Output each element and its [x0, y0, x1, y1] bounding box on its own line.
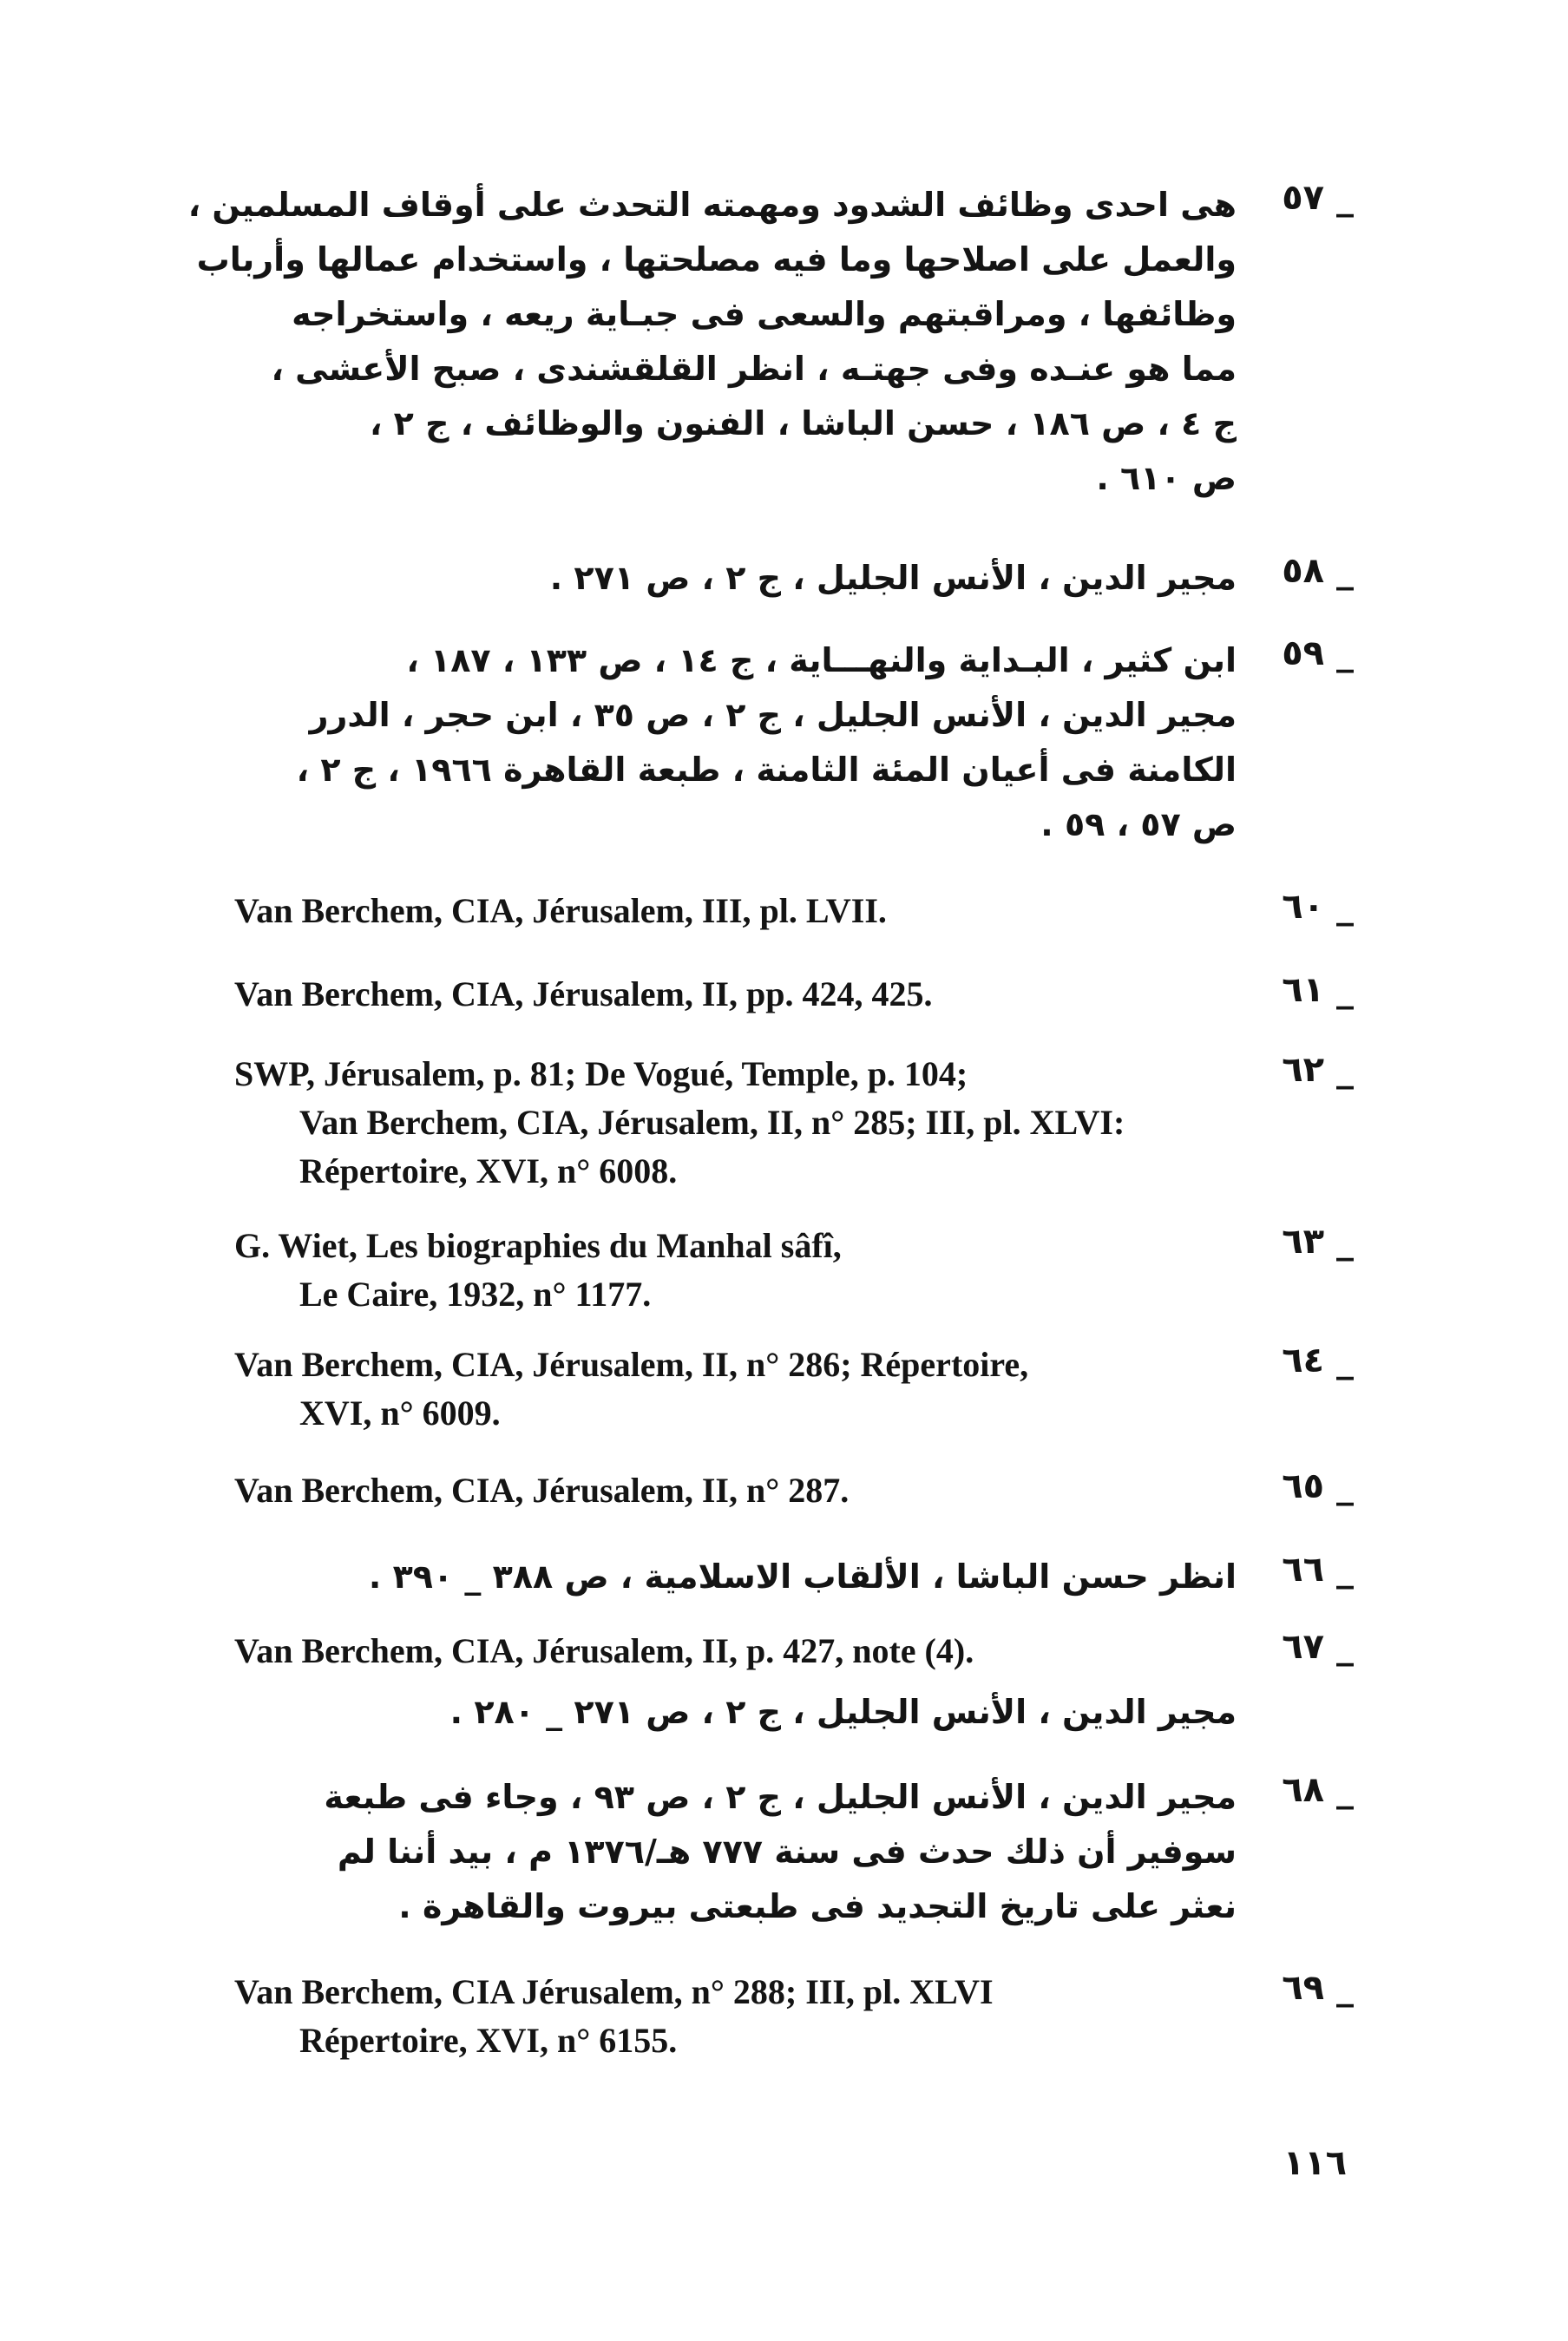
- footnote-63: [234, 1222, 1354, 1319]
- footnote-number: ٦٢ _: [1282, 1050, 1354, 1090]
- text-line: XVI, n° 6009.: [299, 1393, 501, 1433]
- footnote-text: [234, 1770, 1237, 1934]
- footnote-65: [234, 1466, 1354, 1515]
- text-line: وظائفها ، ومراقبتهم والسعى فى جبـاية ريعه ، واستخراجه: [292, 295, 1237, 333]
- footnote-text: [234, 1050, 1241, 1196]
- text-line: نعثر على تاريخ التجديد فى طبعتى بيروت والقاهرة .: [398, 1887, 1237, 1925]
- text-line: ابن كثير ، البـداية والنهـــاية ، ج ١٤ ، ص ١٣٣ ، ١٨٧ ،: [406, 641, 1237, 679]
- text-line: مما هو عنـده وفى جهتـه ، انظر القلقشندى ، صبح الأعشى ،: [271, 350, 1237, 388]
- footnote-text: [234, 1222, 1241, 1319]
- footnote-69: [234, 1968, 1354, 2065]
- text-line: ج ٤ ، ص ١٨٦ ، حسن الباشا ، الفنون والوظائف ، ج ٢ ،: [369, 404, 1237, 443]
- footnote-67: [234, 1627, 1354, 1675]
- footnote-number: ٦٧ _: [1282, 1627, 1354, 1667]
- text-line: Van Berchem, CIA, Jérusalem, II, n° 285; III, pl. XLVI:: [299, 1103, 1125, 1142]
- footnote-number: ٦٨ _: [1282, 1770, 1354, 1810]
- footnote-number: ٦٩ _: [1282, 1968, 1354, 2008]
- footnote-text: [234, 1685, 1237, 1740]
- text-line: Van Berchem, CIA, Jérusalem, II, n° 287.: [234, 1471, 850, 1510]
- footnote-62: [234, 1050, 1354, 1196]
- footnote-text: [234, 970, 1241, 1019]
- footnote-text: [234, 1550, 1237, 1604]
- text-line: والعمل على اصلاحها وما فيه مصلحتها ، واستخدام عمالها وأرباب: [196, 240, 1237, 279]
- text-line: مجير الدين ، الأنس الجليل ، ج ٢ ، ص ٩٣ ، وجاء فى طبعة: [324, 1778, 1237, 1816]
- text-line: Van Berchem, CIA, Jérusalem, II, p. 427, note (4).: [234, 1631, 974, 1670]
- text-line: Van Berchem, CIA Jérusalem, n° 288; III, pl. XLVI: [234, 1972, 994, 2011]
- text-line: ص ٦١٠ .: [1096, 459, 1237, 497]
- footnote-number: ٥٩ _: [1282, 633, 1354, 673]
- footnote-number: ٦٤ _: [1282, 1341, 1354, 1380]
- text-line: ص ٥٧ ، ٥٩ .: [1040, 805, 1237, 843]
- footnote-text: [234, 1968, 1241, 2065]
- footnote-57: [187, 178, 1354, 508]
- footnote-text: [234, 887, 1241, 935]
- footnote-number: ٦٠ _: [1282, 887, 1354, 927]
- text-line: مجير الدين ، الأنس الجليل ، ج ٢ ، ص ٣٥ ، ابن حجر ، الدرر: [309, 696, 1237, 734]
- footnote-text: [187, 178, 1237, 506]
- page-number: ١١٦: [1283, 2143, 1347, 2183]
- footnote-number: ٥٧ _: [1282, 178, 1354, 218]
- footnote-58: [234, 551, 1354, 606]
- text-line: الكامنة فى أعيان المئة الثامنة ، طبعة القاهرة ١٩٦٦ ، ج ٢ ،: [296, 751, 1237, 789]
- text-line: Van Berchem, CIA, Jérusalem, II, n° 286; Répertoire,: [234, 1345, 1029, 1384]
- text-line: Van Berchem, CIA, Jérusalem, II, pp. 424, 425.: [234, 974, 933, 1013]
- footnote-67-continuation: [234, 1685, 1354, 1740]
- text-line: G. Wiet, Les biographies du Manhal sâfî,: [234, 1226, 842, 1265]
- footnote-59: [234, 633, 1354, 852]
- text-line: Van Berchem, CIA, Jérusalem, III, pl. LVII.: [234, 891, 887, 930]
- footnote-61: [234, 970, 1354, 1019]
- text-line: هى احدى وظائف الشدود ومهمته التحدث على أوقاف المسلمين ،: [187, 186, 1237, 224]
- footnote-68: [234, 1770, 1354, 1934]
- text-line: مجير الدين ، الأنس الجليل ، ج ٢ ، ص ٢٧١ .: [549, 559, 1237, 597]
- text-line: Le Caire, 1932, n° 1177.: [299, 1275, 652, 1314]
- text-line: Répertoire, XVI, n° 6155.: [299, 2021, 678, 2060]
- footnote-number: ٦٦ _: [1282, 1550, 1354, 1590]
- footnote-number: ٦٣ _: [1282, 1222, 1354, 1262]
- text-line: انظر حسن الباشا ، الألقاب الاسلامية ، ص ٣٨٨ _ ٣٩٠ .: [368, 1557, 1237, 1596]
- footnote-number: ٥٨ _: [1282, 551, 1354, 591]
- footnote-text: [234, 633, 1237, 852]
- text-line: SWP, Jérusalem, p. 81; De Vogué, Temple, p. 104;: [234, 1054, 968, 1093]
- footnote-66: [234, 1550, 1354, 1604]
- footnote-number: ٦١ _: [1282, 970, 1354, 1010]
- text-line: مجير الدين ، الأنس الجليل ، ج ٢ ، ص ٢٧١ _ ٢٨٠ .: [449, 1693, 1237, 1731]
- footnote-60: [234, 887, 1354, 935]
- footnote-64: [234, 1341, 1354, 1438]
- footnote-text: [234, 1466, 1241, 1515]
- footnote-text: [234, 1341, 1241, 1438]
- footnote-text: [234, 1627, 1241, 1675]
- footnote-number: ٦٥ _: [1282, 1466, 1354, 1506]
- footnote-text: [234, 551, 1237, 606]
- text-line: سوفير أن ذلك حدث فى سنة ٧٧٧ هـ/١٣٧٦ م ، بيد أننا لم: [337, 1833, 1237, 1871]
- text-line: Répertoire, XVI, n° 6008.: [299, 1151, 678, 1190]
